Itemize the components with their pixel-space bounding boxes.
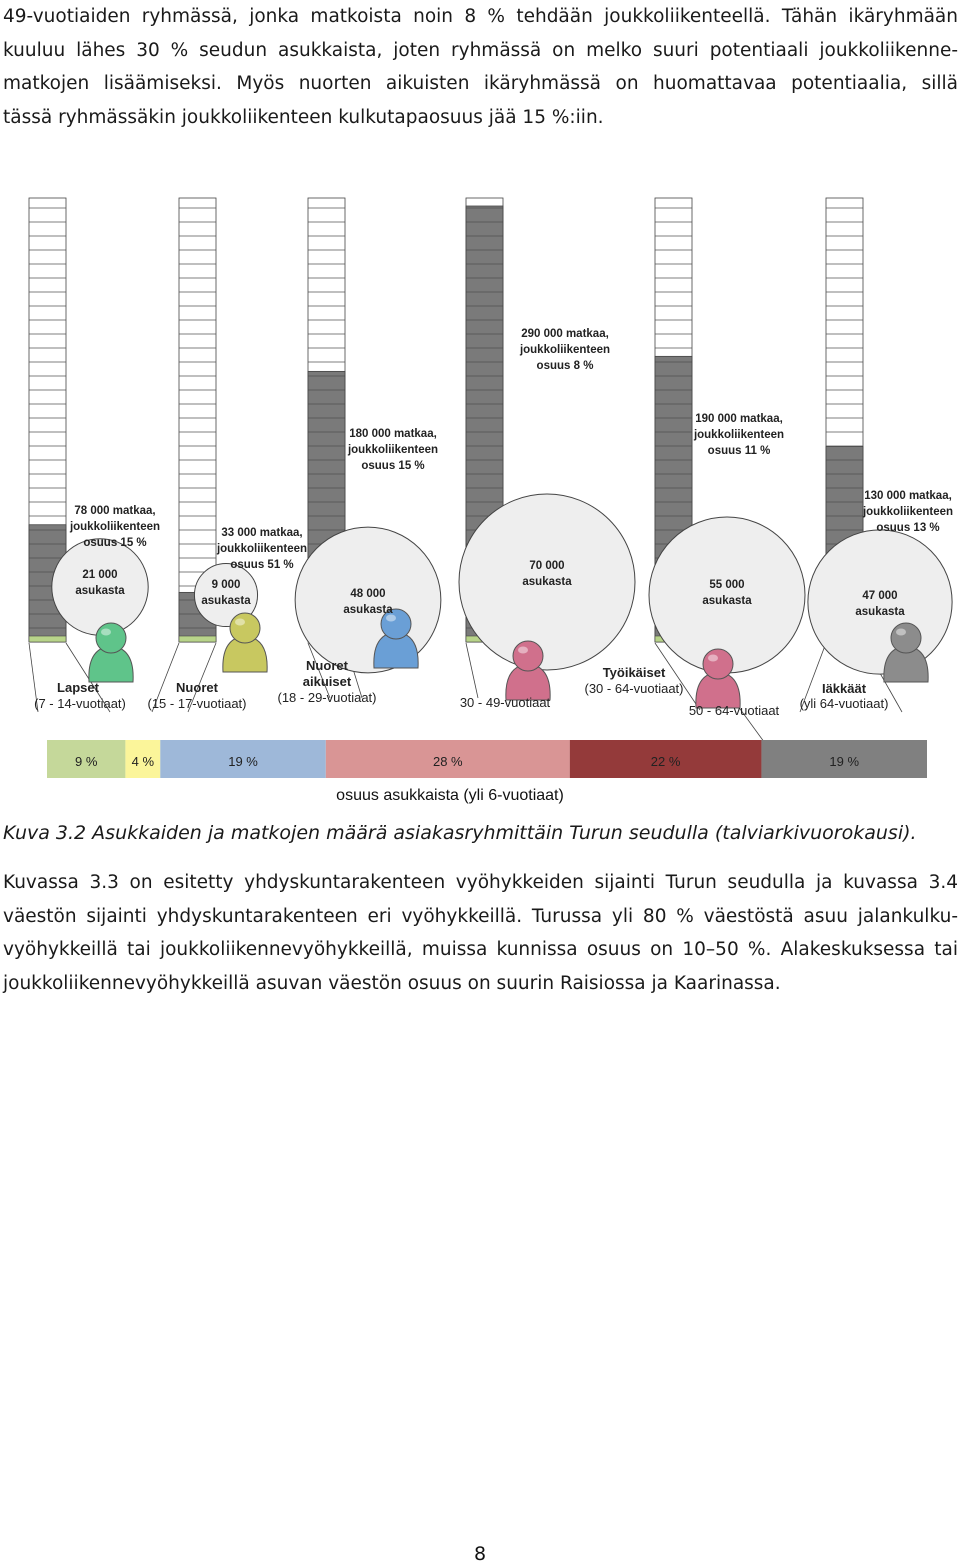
share-segment-label: 4 % (131, 754, 155, 769)
trip-label: 180 000 matkaa, (349, 428, 437, 440)
trip-label: 78 000 matkaa, (74, 505, 156, 517)
share-segment-label: 19 % (228, 754, 258, 769)
resident-count-label: 70 000 (529, 560, 565, 572)
resident-count-label: 55 000 (709, 579, 745, 591)
trip-label: 290 000 matkaa, (521, 328, 609, 340)
body-line: Kuvassa 3.3 on esitetty yhdyskuntarakenteen vyöhykkeiden sijainti Turun seudulla ja kuvassa 3.4 (3, 872, 958, 893)
group-name-label: Nuoret (176, 680, 218, 695)
resident-circle (295, 527, 441, 673)
intro-paragraph (3, 0, 958, 134)
trip-label: osuus 15 % (361, 460, 425, 472)
person-highlight (235, 619, 245, 626)
share-bar-title: osuus asukkaista (yli 6-vuotiaat) (336, 787, 564, 804)
resident-unit-label: asukasta (522, 576, 572, 588)
body-line: vyöhykkeillä tai joukkoliikennevyöhykkeillä, muissa kunnissa osuus on 10–50 %. Alakeskuksessa tai (3, 939, 958, 960)
intro-line: kuuluu lähes 30 % seudun asukkaista, joten ryhmässä on melko suuri potentiaali joukkoliikenne- (3, 39, 958, 61)
body-line: väestön sijainti yhdyskuntarakenteen eri vyöhykkeillä. Turussa yli 80 % väestöstä asuu jalankulku- (3, 905, 958, 927)
trip-label: osuus 11 % (707, 445, 771, 457)
trip-label: joukkoliikenteen (216, 543, 308, 555)
resident-share-bar (47, 740, 927, 804)
figure-caption: Kuva 3.2 Asukkaiden ja matkojen määrä asiakasryhmittäin Turun seudulla (talviarkivuorokausi). (3, 822, 917, 844)
group-age-label: (7 - 14-vuotiaat) (34, 696, 126, 711)
trip-label: joukkoliikenteen (862, 506, 954, 518)
group-name-label: Nuoret (306, 658, 348, 673)
group-name-label: Lapset (57, 680, 99, 695)
intro-line: 49-vuotiaiden ryhmässä, jonka matkoista noin 8 % tehdään joukkoliikenteellä. Tähän ikäryhmään (3, 6, 958, 27)
resident-count-label: 9 000 (211, 579, 241, 591)
group-age-label: (yli 64-vuotiaat) (799, 696, 889, 711)
share-segment-label: 28 % (432, 754, 463, 769)
person-head (96, 623, 126, 653)
trip-label: joukkoliikenteen (519, 344, 611, 356)
trip-label: joukkoliikenteen (69, 521, 161, 533)
resident-count-label: 48 000 (350, 588, 386, 600)
group-age-label: (18 - 29-vuotiaat) (277, 690, 377, 705)
resident-unit-label: asukasta (702, 595, 752, 607)
trip-label: osuus 8 % (536, 360, 594, 372)
working-age-label: Työikäiset (602, 665, 666, 680)
person-head (891, 623, 921, 653)
intro-line: matkojen lisäämiseksi. Myös nuorten aikuisten ikäryhmässä on huomattavaa potentiaalia, sillä (3, 73, 958, 94)
group-age-label: (15 - 17-vuotiaat) (147, 696, 247, 711)
intro-line: tässä ryhmässäkin joukkoliikenteen kulkutapaosuus jää 15 %:iin. (3, 106, 604, 128)
pt-share-strip (179, 636, 216, 642)
group-name-label: aikuiset (302, 674, 352, 689)
resident-unit-label: asukasta (855, 606, 905, 618)
group-age-label: 50 - 64-vuotiaat (688, 703, 780, 718)
trip-label: joukkoliikenteen (693, 429, 785, 441)
trip-label: osuus 15 % (83, 537, 147, 549)
trip-label: joukkoliikenteen (347, 444, 439, 456)
page-number: 8 (473, 1543, 487, 1565)
share-segment-label: 19 % (829, 754, 860, 769)
person-highlight (896, 629, 906, 636)
pt-share-strip (29, 636, 66, 642)
trip-label: 33 000 matkaa, (221, 527, 303, 539)
trip-label: osuus 13 % (876, 522, 940, 534)
trip-label: 190 000 matkaa, (695, 413, 783, 425)
group-name-label: Iäkkäät (821, 681, 867, 696)
resident-unit-label: asukasta (343, 604, 393, 616)
person-highlight (101, 629, 111, 636)
resident-count-label: 47 000 (862, 590, 898, 602)
body-line: joukkoliikennevyöhykkeillä asuvan väestön osuus on suurin Raisiossa ja Kaarinassa. (3, 972, 781, 994)
person-head (703, 649, 733, 679)
resident-count-label: 21 000 (82, 569, 118, 581)
trip-label: 130 000 matkaa, (864, 490, 952, 502)
trip-label: osuus 51 % (230, 559, 294, 571)
resident-unit-label: asukasta (201, 595, 251, 607)
share-segment-label: 9 % (75, 754, 98, 769)
working-age-label: (30 - 64-vuotiaat) (584, 681, 684, 696)
share-segment-label: 22 % (650, 754, 681, 769)
trips-residents-chart (0, 190, 960, 810)
person-highlight (708, 655, 718, 662)
person-highlight (518, 647, 528, 654)
person-head (513, 641, 543, 671)
group-age-label: 30 - 49-vuotiaat (459, 695, 551, 710)
resident-circle (808, 530, 952, 674)
connector-line (466, 643, 478, 698)
person-head (230, 613, 260, 643)
body-paragraph (3, 866, 958, 1000)
resident-unit-label: asukasta (75, 585, 125, 597)
